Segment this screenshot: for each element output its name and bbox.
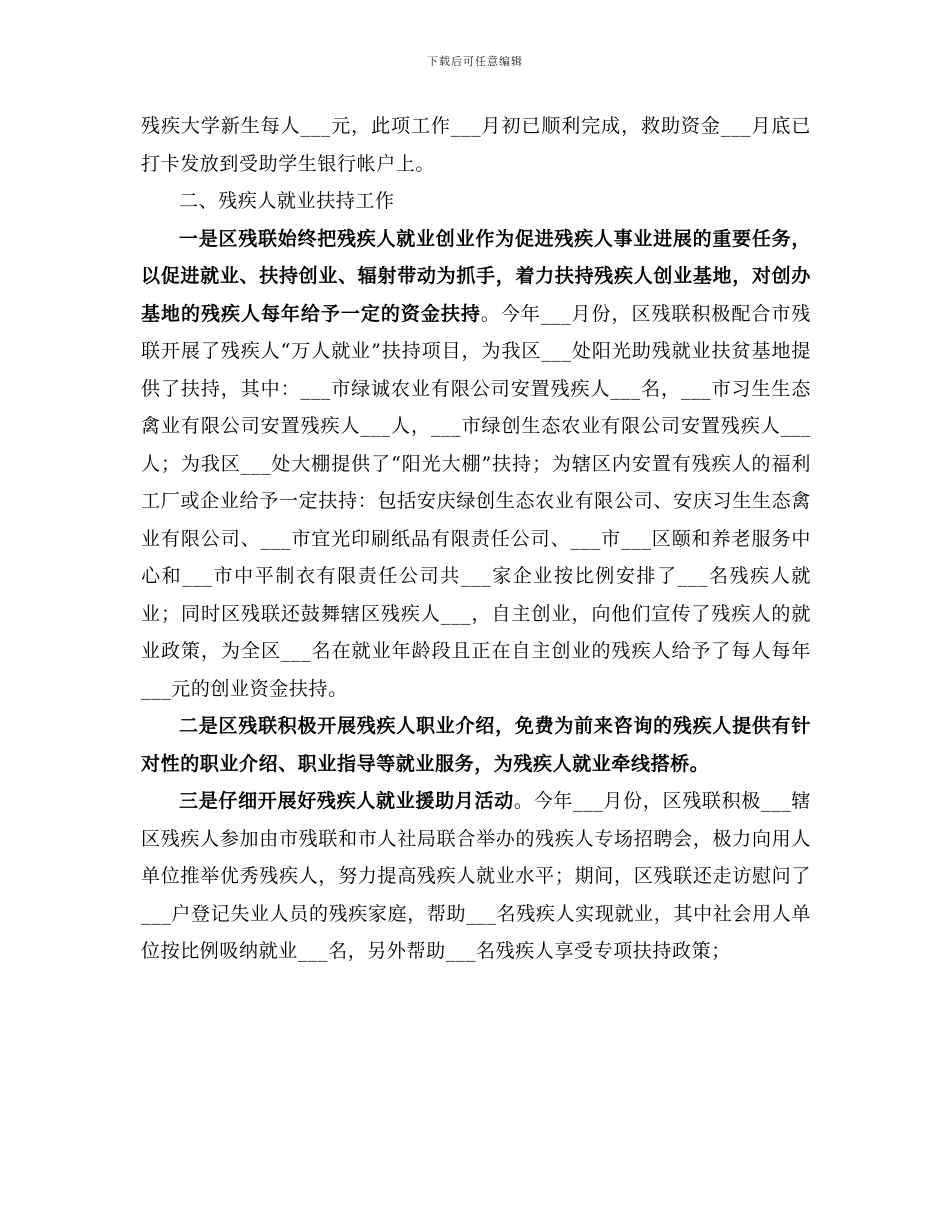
paragraph-employment-aid-month	[141, 783, 811, 971]
paragraph-lead-bold: 二是区残联积极开展残疾人职业介绍，免费为前来咨询的残疾人提供有针对性的职业介绍、职业指导等就业服务，为残疾人就业牵线搭桥。	[141, 715, 811, 775]
paragraph-body-text: 。今年___月份，区残联积极___辖区残疾人参加由市残联和市人社局联合举办的残疾人专场招聘会，极力向用人单位推举优秀残疾人，努力提高残疾人就业水平；期间，区残联还走访慰问了___户登记失业人员的残疾家庭，帮助___名残疾人实现就业，其中社会用人单位按比例吸纳就业___名，另外帮助___名残疾人享受专项扶持政策；	[141, 790, 812, 962]
paragraph-body-text: 。今年___月份，区残联积极配合市残联开展了残疾人“万人就业”扶持项目，为我区___处阳光助残就业扶贫基地提供了扶持，其中：___市绿诚农业有限公司安置残疾人___名，___市习生生态禽业有限公司安置残疾人___人，___市绿创生态农业有限公司安置残疾人___人；为我区___处大棚提供了“阳光大棚”扶持；为辖区内安置有残疾人的福利工厂或企业给予一定扶持：包括安庆绿创生态农业有限公司、安庆习生生态禽业有限公司、___市宜光印刷纸品有限责任公司、___市___区颐和养老服务中心和___市中平制衣有限责任公司共___家企业按比例安排了___名残疾人就业；同时区残联还鼓舞辖区残疾人___，自主创业，向他们宣传了残疾人的就业政策，为全区___名在就业年龄段且正在自主创业的残疾人给予了每人每年___元的创业资金扶持。	[141, 302, 811, 700]
section-heading-text: 二、残疾人就业扶持工作	[179, 190, 395, 212]
paragraph-continuation	[141, 108, 811, 183]
paragraph-text: 残疾大学新生每人___元，此项工作___月初已顺利完成，救助资金___月底已打卡发放到受助学生银行帐户上。	[141, 115, 811, 175]
section-heading	[141, 183, 811, 221]
document-body	[141, 108, 811, 971]
paragraph-employment-support	[141, 221, 811, 709]
page-header-note: 下载后可任意编辑	[427, 55, 523, 68]
paragraph-lead-bold: 一是区残联始终把残疾人就业创业作为促进残疾人事业进展的重要任务，以促进就业、扶持创业、辐射带动为抓手，着力扶持残疾人创业基地，对创办基地的残疾人每年给予一定的资金扶持	[141, 227, 811, 325]
paragraph-career-introduction	[141, 708, 811, 783]
paragraph-lead-bold: 三是仔细开展好残疾人就业援助月活动	[179, 790, 514, 812]
